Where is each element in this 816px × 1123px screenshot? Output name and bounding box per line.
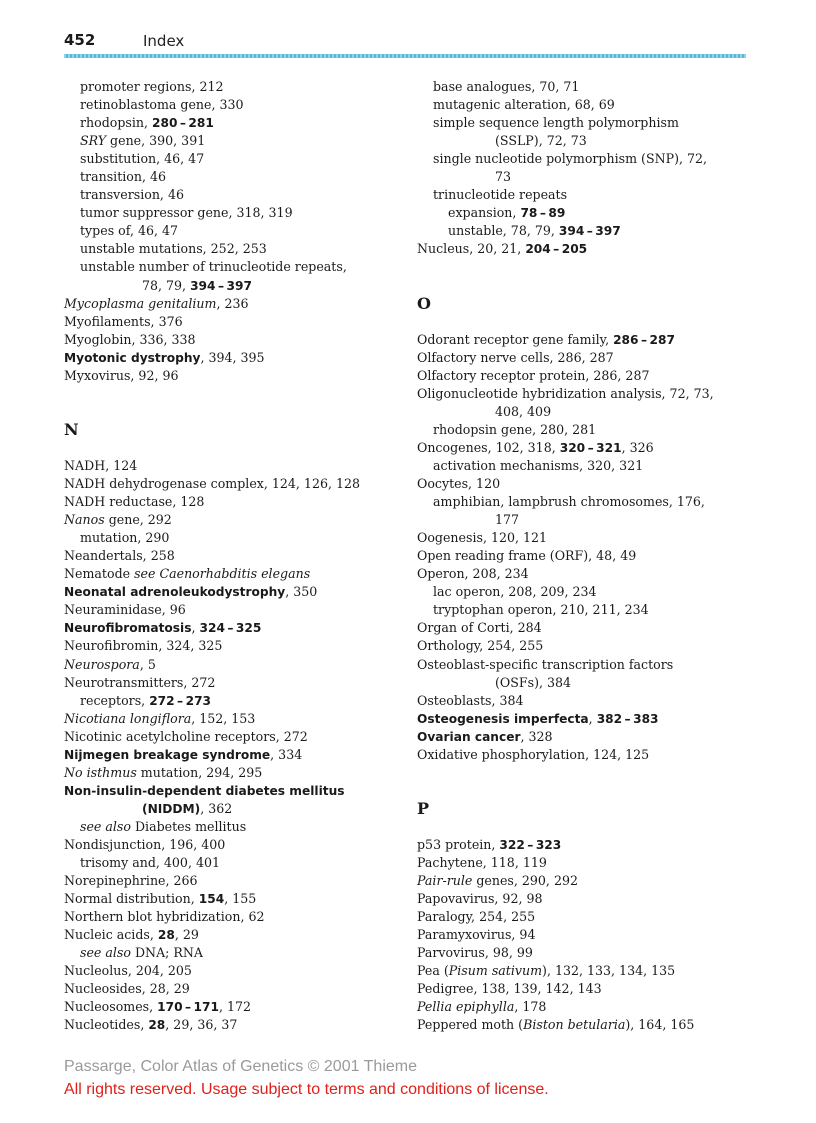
index-entry [64,331,404,349]
index-subentry [417,78,757,96]
index-entry [64,746,404,764]
index-entry [417,331,757,349]
entry-text: Paralogy, 254, 255 [417,909,536,925]
spacer [417,277,757,295]
index-subentry [64,168,404,186]
bold-text: 272 – 273 [149,693,212,708]
index-subentry [417,168,757,186]
entry-text: mutation, 290 [80,530,170,546]
entry-text: lac operon, 208, 209, 234 [433,584,597,600]
bold-text: Neonatal adrenoleukodystrophy [64,585,286,600]
index-column-right [417,78,757,1034]
index-subentry [64,800,404,818]
index-subentry [64,944,404,962]
entry-text: Osteoblasts, 384 [417,692,524,708]
index-subentry [417,493,757,511]
index-subentry [64,114,404,132]
italic-text: SRY [80,133,107,149]
entry-text: Northern blot hybridization, 62 [64,909,265,925]
index-subentry [417,583,757,601]
index-entry [417,547,757,565]
entry-text: Oligonucleotide hybridization analysis, 72, 73, [417,385,714,401]
entry-text: Paramyxovirus, 94 [417,927,536,943]
italic-text: Pisum sativum [448,963,543,979]
index-entry [64,890,404,908]
entry-text: ), 164, 165 [625,1017,695,1033]
index-entry [64,1016,404,1034]
italic-text: see Caenorhabditis elegans [134,566,311,582]
index-entry [64,836,404,854]
italic-text: Pair-rule [417,873,473,889]
index-subentry [417,150,757,168]
entry-text: Open reading frame (ORF), 48, 49 [417,548,637,564]
bold-text: 382 – 383 [596,711,659,726]
index-entry [417,619,757,637]
spacer [417,764,757,782]
entry-text: DNA; RNA [130,945,204,961]
index-entry [417,980,757,998]
entry-text: base analogues, 70, 71 [433,79,580,94]
entry-text: rhodopsin, [80,115,153,131]
running-header: Index [143,32,185,50]
entry-text: , 326 [621,439,654,455]
index-subentry [417,186,757,204]
index-entry [64,565,404,583]
index-entry [417,367,757,385]
index-entry [64,367,404,385]
index-entry [417,998,757,1016]
entry-text: Nematode [64,566,135,582]
index-subentry [64,222,404,240]
entry-text: , [588,710,597,726]
spacer [64,385,404,403]
bold-text: Osteogenesis imperfecta [417,711,589,726]
entry-text: , 178 [514,999,547,1015]
index-entry [417,349,757,367]
entry-text: Norepinephrine, 266 [64,873,198,889]
entry-text: Peppered moth ( [417,1017,524,1033]
entry-text: Pachytene, 118, 119 [417,855,547,871]
entry-text: Diabetes mellitus [130,818,247,834]
entry-text: tryptophan operon, 210, 211, 234 [433,602,649,618]
entry-text: Pedigree, 138, 139, 142, 143 [417,981,602,997]
bold-text: 154 [198,892,225,907]
index-entry [64,619,404,637]
entry-text: transition, 46 [80,169,167,185]
bold-text: Myotonic dystrophy [64,350,201,365]
entry-text: Neurofibromin, 324, 325 [64,638,223,654]
bold-text: Neurofibromatosis [64,621,192,636]
index-entry [64,349,404,367]
section-letter: O [417,293,431,313]
entry-text: ), 132, 133, 134, 135 [542,963,676,979]
index-subentry [417,114,757,132]
italic-text: Biston betularia [523,1017,626,1033]
entry-text: activation mechanisms, 320, 321 [433,457,644,473]
index-subentry [64,529,404,547]
rights-notice: All rights reserved. Usage subject to terms and conditions of license. [64,1081,549,1098]
italic-text: Neurospora [64,656,140,672]
entry-text: , 155 [224,891,257,907]
index-entry [64,601,404,619]
spacer [417,313,757,331]
entry-text: unstable number of trinucleotide repeats, [80,259,347,275]
index-entry [417,854,757,872]
bold-text: Non-insulin-dependent diabetes mellitus [64,783,345,798]
index-entry [64,764,404,782]
index-entry [64,674,404,692]
page-number: 452 [64,31,96,49]
entry-text: tumor suppressor gene, 318, 319 [80,205,293,221]
entry-text: simple sequence length polymorphism [433,115,679,131]
index-subentry [64,818,404,836]
entry-text: Myoglobin, 336, 338 [64,331,196,347]
italic-text: Nanos [64,512,105,528]
entry-text: Oxidative phosphorylation, 124, 125 [417,746,650,762]
entry-text: 73 [495,169,512,185]
entry-text: Odorant receptor gene family, [417,331,614,347]
index-subentry [417,674,757,692]
bold-text: 394 – 397 [558,224,621,239]
index-entry [417,475,757,493]
entry-text: , [191,620,200,636]
entry-text: promoter regions, 212 [80,79,224,94]
index-subentry [64,186,404,204]
index-entry [417,692,757,710]
entry-text: single nucleotide polymorphism (SNP), 72, [433,151,708,167]
entry-text: receptors, [80,692,150,708]
entry-text: Orthology, 254, 255 [417,638,544,654]
entry-text: 408, 409 [495,403,552,419]
index-subentry [64,692,404,710]
italic-text: No isthmus [64,764,137,780]
index-entry [417,656,757,674]
section-letter: P [417,798,430,818]
index-entry [417,529,757,547]
spacer [64,403,404,421]
index-entry [64,872,404,890]
entry-text: Nucleosomes, [64,999,158,1015]
entry-text: , 394, 395 [200,349,265,365]
entry-text: (SSLP), 72, 73 [495,133,587,149]
entry-text: Nucleolus, 204, 205 [64,963,192,979]
entry-text: , 152, 153 [191,710,256,726]
entry-text: Nicotinic acetylcholine receptors, 272 [64,728,308,744]
italic-text: Mycoplasma genitalium [64,295,217,311]
index-entry [417,439,757,457]
entry-text: Neurotransmitters, 272 [64,674,216,690]
copyright-notice: Passarge, Color Atlas of Genetics © 2001 Thieme [64,1058,418,1075]
index-subentry [64,854,404,872]
entry-text: Normal distribution, [64,891,199,907]
index-subentry [417,511,757,529]
entry-text: Osteoblast-specific transcription factors [417,656,674,672]
index-entry [417,836,757,854]
entry-text: Olfactory receptor protein, 286, 287 [417,367,650,383]
entry-text: trinucleotide repeats [433,187,568,203]
entry-text: Operon, 208, 234 [417,566,529,582]
entry-text: , 5 [139,656,156,672]
index-entry [417,872,757,890]
index-entry [417,746,757,764]
entry-text: unstable mutations, 252, 253 [80,241,267,257]
entry-text: NADH reductase, 128 [64,494,205,510]
index-subentry [64,204,404,222]
index-column-left [64,78,404,1034]
entry-text: genes, 290, 292 [472,873,578,889]
entry-text: 177 [495,512,520,528]
entry-text: , 350 [285,584,318,600]
entry-text: , 29, 36, 37 [165,1017,238,1033]
entry-text: retinoblastoma gene, 330 [80,97,244,113]
entry-text: amphibian, lampbrush chromosomes, 176, [433,494,705,510]
spacer [417,782,757,800]
index-entry [64,728,404,746]
entry-text: Parvovirus, 98, 99 [417,945,533,961]
bold-text: 28 [148,1018,166,1033]
index-subentry [64,277,404,295]
entry-text: , 236 [216,295,249,311]
italic-text: Pellia epiphylla [417,999,515,1015]
entry-text: rhodopsin gene, 280, 281 [433,421,597,437]
italic-text: see also [80,945,131,961]
spacer [417,258,757,276]
entry-text: (OSFs), 384 [495,674,572,690]
index-entry [417,908,757,926]
bold-text: 204 – 205 [525,242,588,257]
bold-text: 322 – 323 [499,837,562,852]
entry-text: mutagenic alteration, 68, 69 [433,97,615,113]
spacer [64,439,404,457]
entry-text: transversion, 46 [80,187,184,203]
entry-text: , 334 [270,746,303,762]
index-subentry [417,222,757,240]
entry-text: Oogenesis, 120, 121 [417,530,548,546]
entry-text: Neandertals, 258 [64,548,175,564]
bold-text: 28 [157,928,175,943]
entry-text: gene, 390, 391 [106,133,206,149]
entry-text: expansion, [448,205,521,221]
entry-text: gene, 292 [104,512,172,528]
index-entry [64,980,404,998]
entry-text: Oocytes, 120 [417,476,501,492]
entry-text: Neuraminidase, 96 [64,602,186,618]
index-entry [417,240,757,258]
index-entry [64,547,404,565]
entry-text: Myxovirus, 92, 96 [64,367,179,383]
entry-text: , 328 [520,728,553,744]
index-entry [64,583,404,601]
bold-text: 280 – 281 [152,116,214,131]
entry-text: Myofilaments, 376 [64,313,183,329]
index-entry [417,710,757,728]
index-entry [417,944,757,962]
index-subentry [64,96,404,114]
index-entry [417,1016,757,1034]
entry-text: NADH, 124 [64,457,138,473]
entry-text: Nucleic acids, [64,927,158,943]
index-subentry [64,150,404,168]
section-letter: N [64,419,79,439]
index-subentry [417,421,757,439]
index-entry [64,313,404,331]
bold-text: Ovarian cancer [417,729,521,744]
entry-text: trisomy and, 400, 401 [80,855,220,871]
index-entry [417,637,757,655]
index-entry [64,295,404,313]
entry-text: unstable, 78, 79, [448,223,559,239]
entry-text: Nucleotides, [64,1017,149,1033]
bold-text: (NIDDM) [142,801,201,816]
index-subentry [417,204,757,222]
bold-text: 78 – 89 [520,206,566,221]
index-entry [64,637,404,655]
index-subentry [64,78,404,96]
bold-text: 320 – 321 [559,440,622,455]
entry-text: NADH dehydrogenase complex, 124, 126, 128 [64,476,361,492]
entry-text: substitution, 46, 47 [80,151,205,167]
entry-text: Organ of Corti, 284 [417,620,542,636]
bold-text: 170 – 171 [157,1000,219,1015]
entry-text: Olfactory nerve cells, 286, 287 [417,349,614,365]
entry-text: p53 protein, [417,836,500,852]
entry-text: , 29 [174,927,199,943]
index-entry [64,782,404,800]
bold-text: 324 – 325 [199,621,262,636]
index-entry [64,511,404,529]
index-subentry [64,132,404,150]
entry-text: Nucleus, 20, 21, [417,241,526,257]
index-subentry [417,132,757,150]
index-entry [417,926,757,944]
entry-text: types of, 46, 47 [80,223,179,239]
index-subentry [417,601,757,619]
spacer [417,818,757,836]
index-subentry [417,403,757,421]
index-entry [64,475,404,493]
index-entry [64,457,404,475]
italic-text: Nicotiana longiflora [64,710,192,726]
entry-text: Pea ( [417,963,449,979]
index-entry [64,962,404,980]
index-entry [64,926,404,944]
index-entry [417,962,757,980]
index-entry [64,710,404,728]
index-subentry [417,457,757,475]
entry-text: mutation, 294, 295 [136,764,263,780]
bold-text: 286 – 287 [613,332,675,347]
entry-text: , 362 [200,800,233,816]
index-entry [417,890,757,908]
index-entry [417,565,757,583]
index-entry [64,493,404,511]
index-entry [64,656,404,674]
index-subentry [64,258,404,276]
index-subentry [417,96,757,114]
bold-text: Nijmegen breakage syndrome [64,747,271,762]
index-entry [64,998,404,1016]
entry-text: Oncogenes, 102, 318, [417,439,560,455]
header-rule [64,54,746,58]
index-entry [417,728,757,746]
bold-text: 394 – 397 [190,278,252,293]
entry-text: Papovavirus, 92, 98 [417,891,543,907]
italic-text: see also [80,818,131,834]
entry-text: Nondisjunction, 196, 400 [64,836,226,852]
index-entry [64,908,404,926]
index-entry [417,385,757,403]
entry-text: , 172 [219,999,252,1015]
index-subentry [64,240,404,258]
entry-text: Nucleosides, 28, 29 [64,981,190,997]
entry-text: 78, 79, [142,277,191,293]
